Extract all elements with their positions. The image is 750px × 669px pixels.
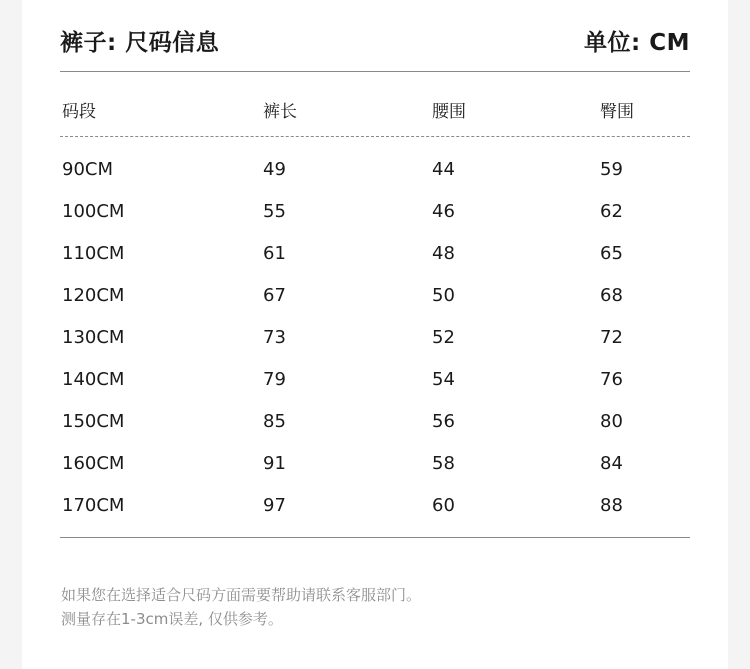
cell-length: 73 [263, 327, 286, 348]
column-header-length: 裤长 [263, 102, 297, 122]
cell-waist: 46 [432, 201, 455, 222]
size-chart-card [22, 0, 728, 669]
cell-size: 90CM [62, 159, 114, 180]
table-header-row [22, 97, 728, 121]
cell-length: 67 [263, 285, 286, 306]
cell-length: 97 [263, 495, 286, 516]
table-row [22, 327, 728, 351]
cell-hip: 59 [600, 159, 623, 180]
cell-hip: 76 [600, 369, 623, 390]
header-divider [60, 71, 690, 72]
cell-waist: 44 [432, 159, 455, 180]
column-header-size: 码段 [62, 102, 96, 122]
cell-waist: 54 [432, 369, 455, 390]
cell-length: 49 [263, 159, 286, 180]
cell-hip: 65 [600, 243, 623, 264]
cell-waist: 58 [432, 453, 455, 474]
table-row [22, 495, 728, 519]
cell-size: 160CM [62, 453, 125, 474]
cell-waist: 56 [432, 411, 455, 432]
cell-length: 91 [263, 453, 286, 474]
page-title: 裤子: 尺码信息 [60, 29, 220, 56]
cell-hip: 80 [600, 411, 623, 432]
cell-hip: 88 [600, 495, 623, 516]
cell-hip: 72 [600, 327, 623, 348]
cell-size: 150CM [62, 411, 125, 432]
table-row [22, 285, 728, 309]
table-row [22, 201, 728, 225]
footer-line-help: 如果您在选择适合尺码方面需要帮助请联系客服部门。 [61, 586, 422, 604]
table-row [22, 369, 728, 393]
column-header-waist: 腰围 [432, 102, 466, 122]
cell-waist: 60 [432, 495, 455, 516]
cell-hip: 84 [600, 453, 623, 474]
cell-length: 85 [263, 411, 286, 432]
table-row [22, 159, 728, 183]
cell-size: 130CM [62, 327, 125, 348]
footer-line-tolerance: 测量存在1-3cm误差, 仅供参考。 [61, 610, 283, 628]
table-row [22, 411, 728, 435]
cell-waist: 50 [432, 285, 455, 306]
cell-length: 55 [263, 201, 286, 222]
table-row [22, 243, 728, 267]
unit-label: 单位: CM [584, 29, 690, 56]
cell-waist: 52 [432, 327, 455, 348]
cell-length: 61 [263, 243, 286, 264]
cell-waist: 48 [432, 243, 455, 264]
cell-size: 120CM [62, 285, 125, 306]
header-dashed-divider [60, 136, 690, 137]
table-row [22, 453, 728, 477]
cell-size: 140CM [62, 369, 125, 390]
cell-length: 79 [263, 369, 286, 390]
footer-note [61, 583, 421, 631]
cell-hip: 68 [600, 285, 623, 306]
table-bottom-divider [60, 537, 690, 538]
cell-size: 100CM [62, 201, 125, 222]
header [60, 22, 690, 58]
cell-size: 110CM [62, 243, 125, 264]
column-header-hip: 臀围 [600, 102, 634, 122]
cell-hip: 62 [600, 201, 623, 222]
cell-size: 170CM [62, 495, 125, 516]
